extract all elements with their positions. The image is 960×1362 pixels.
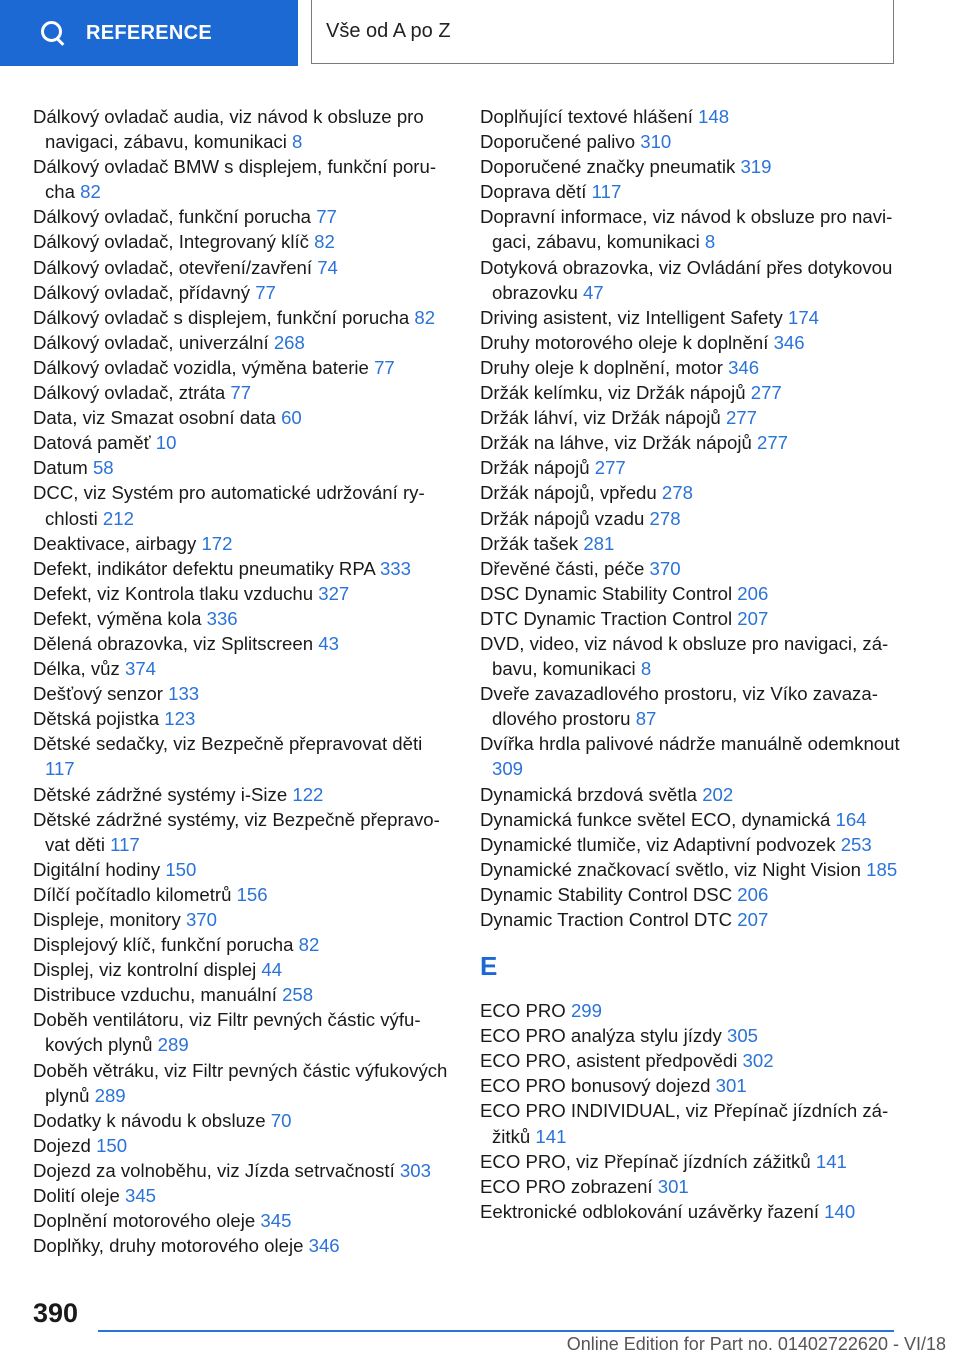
entry-text: ECO PRO bonusový dojezd (480, 1075, 711, 1097)
entry-text: Druhy motorového oleje k doplnění (480, 331, 769, 353)
page-reference-link[interactable]: 74 (317, 256, 338, 278)
entry-text: Dětská pojistka (33, 708, 160, 730)
index-entry (480, 330, 902, 355)
index-entry (480, 179, 902, 204)
page-reference-link[interactable]: 309 (492, 758, 524, 780)
index-entry (33, 405, 455, 430)
page-reference-link[interactable]: 345 (260, 1210, 292, 1232)
page-reference-link[interactable]: 346 (773, 331, 805, 353)
index-entry (33, 606, 455, 631)
page-reference-link[interactable]: 253 (840, 833, 872, 855)
entry-text: Držák nápojů, vpředu (480, 482, 657, 504)
page-reference-link[interactable]: 82 (298, 934, 320, 956)
index-entry (480, 154, 902, 179)
index-entry (480, 731, 902, 781)
footer-divider (98, 1330, 894, 1332)
entry-text: Dětské sedačky, viz Bezpečně přepravovat děti (33, 733, 423, 755)
page-reference-link[interactable]: 70 (270, 1109, 292, 1131)
page-reference-link[interactable]: 268 (273, 331, 305, 353)
page-reference-link[interactable]: 206 (737, 883, 769, 905)
index-entry (480, 581, 902, 606)
entry-text: Držák láhví, viz Držák nápojů (480, 407, 721, 429)
index-entry (33, 380, 455, 405)
search-icon (40, 20, 66, 46)
page-reference-link[interactable]: 82 (414, 306, 436, 328)
index-entry (33, 681, 455, 706)
page-reference-link[interactable]: 117 (591, 181, 622, 203)
index-entry (480, 255, 902, 305)
entry-text: Držák nápojů (480, 457, 590, 479)
index-entry (33, 782, 455, 807)
index-entry (33, 1058, 455, 1108)
index-entry (33, 1183, 455, 1208)
entry-text: Dotyková obrazovka, viz Ovládání přes dotykovou obrazovku (480, 256, 893, 303)
page-reference-link[interactable]: 141 (815, 1150, 847, 1172)
page-reference-link[interactable]: 82 (314, 231, 335, 253)
entry-text: Doplňky, druhy motorového oleje (33, 1235, 304, 1257)
index-entry (33, 656, 455, 681)
page-number: 390 (33, 1298, 79, 1328)
page-reference-link[interactable]: 87 (635, 708, 657, 730)
index-entry (33, 982, 455, 1007)
entry-text: DVD, video, viz návod k obsluze pro navigaci, zábavu, komunikaci (480, 632, 889, 680)
page-reference-link[interactable]: 117 (45, 758, 75, 780)
index-entry (480, 305, 902, 330)
entry-text: Doplnění motorového oleje (33, 1210, 256, 1232)
index-entry (33, 556, 455, 581)
index-entry (33, 280, 455, 305)
index-entry (480, 1199, 902, 1224)
entry-text: Dveře zavazadlového prostoru, viz Víko zavazadlového prostoru (480, 683, 878, 730)
page-reference-link[interactable]: 345 (125, 1185, 157, 1207)
index-entry (33, 104, 455, 154)
entry-text: Defekt, výměna kola (33, 607, 202, 629)
entry-text: Displej, viz kontrolní displej (33, 959, 257, 981)
index-entry (33, 807, 455, 857)
index-entry (480, 531, 902, 556)
entry-text: Držák na láhve, viz Držák nápojů (480, 432, 752, 454)
index-entry (480, 998, 902, 1023)
page-reference-link[interactable]: 370 (649, 557, 681, 579)
entry-text: Dynamické značkovací světlo, viz Night Vision (480, 858, 861, 880)
entry-text: Dopravní informace, viz návod k obsluze pro navigaci, zábavu, komunikaci (480, 206, 893, 253)
index-entry (33, 1007, 455, 1057)
entry-text: Dálkový ovladač audia, viz návod k obsluze pro navigaci, zábavu, komunikaci (33, 106, 424, 153)
entry-text: Digitální hodiny (33, 858, 161, 880)
page-reference-link[interactable]: 289 (94, 1084, 126, 1106)
index-entry (480, 1149, 902, 1174)
index-entry (33, 957, 455, 982)
entry-text: Dodatky k návodu k obsluze (33, 1109, 266, 1131)
reference-label: REFERENCE (86, 21, 213, 44)
index-entry (480, 807, 902, 832)
entry-text: Driving asistent, viz Intelligent Safety (480, 306, 783, 328)
entry-text: Doběh ventilátoru, viz Filtr pevných částic výfukových plynů (33, 1009, 421, 1056)
page-reference-link[interactable]: 277 (725, 407, 757, 429)
entry-text: Defekt, viz Kontrola tlaku vzduchu (33, 582, 314, 604)
index-entry (480, 1073, 902, 1098)
index-entry (480, 455, 902, 480)
page-reference-link[interactable]: 8 (640, 658, 652, 680)
page-reference-link[interactable]: 333 (379, 557, 411, 579)
entry-text: Dálkový ovladač, otevření/zavření (33, 256, 313, 278)
page-reference-link[interactable]: 58 (92, 457, 114, 479)
page-reference-link[interactable]: 123 (164, 708, 196, 730)
entry-text: Dřevěné části, péče (480, 557, 645, 579)
page-reference-link[interactable]: 302 (742, 1050, 774, 1072)
entry-text: Data, viz Smazat osobní data (33, 407, 276, 429)
entry-text: Doporučené palivo (480, 131, 636, 153)
page-reference-link[interactable]: 77 (374, 356, 395, 378)
entry-text: ECO PRO (480, 1000, 566, 1022)
page-reference-link[interactable]: 148 (698, 106, 730, 127)
index-entry (480, 430, 902, 455)
entry-text: Dělená obrazovka, viz Splitscreen (33, 632, 314, 654)
entry-text: Dálkový ovladač, ztráta (33, 382, 226, 404)
entry-text: Distribuce vzduchu, manuální (33, 984, 277, 1006)
page-reference-link[interactable]: 299 (570, 1000, 602, 1022)
index-entry (480, 857, 902, 882)
index-entry (33, 706, 455, 731)
page-reference-link[interactable]: 47 (582, 281, 604, 303)
entry-text: Druhy oleje k doplnění, motor (480, 356, 723, 378)
section-title: Vše od A po Z (311, 0, 894, 64)
index-entry (480, 832, 902, 857)
index-entry (33, 204, 455, 229)
page-reference-link[interactable]: 10 (155, 432, 177, 454)
index-entry (480, 104, 902, 129)
page-reference-link[interactable]: 301 (715, 1075, 747, 1097)
page-reference-link[interactable]: 336 (206, 607, 238, 629)
page-reference-link[interactable]: 44 (261, 959, 283, 981)
index-entry (33, 1108, 455, 1133)
index-entry (480, 204, 902, 254)
entry-text: DSC Dynamic Stability Control (480, 582, 733, 604)
index-entry (480, 506, 902, 531)
page-reference-link[interactable]: 319 (740, 156, 772, 178)
index-entry (33, 731, 455, 781)
entry-text: Doprava dětí (480, 181, 587, 203)
page-reference-link[interactable]: 303 (399, 1159, 431, 1181)
index-entry (480, 380, 902, 405)
entry-text: Držák nápojů vzadu (480, 507, 645, 529)
entry-text: ECO PRO, asistent předpovědi (480, 1050, 738, 1072)
entry-text: Datová paměť (33, 432, 151, 454)
entry-text: Eektronické odblokování uzávěrky řazení (480, 1200, 819, 1222)
index-entry (33, 1208, 455, 1233)
entry-text: Doplňující textové hlášení (480, 106, 693, 127)
page-reference-link[interactable]: 60 (281, 407, 302, 429)
page-reference-link[interactable]: 133 (168, 683, 200, 705)
page-reference-link[interactable]: 77 (316, 206, 337, 228)
entry-text: ECO PRO zobrazení (480, 1175, 653, 1197)
letter-heading: E (480, 951, 498, 982)
index-entry (480, 480, 902, 505)
edition-info: Online Edition for Part no. 01402722620 - VI/18 (566, 1334, 946, 1354)
page-reference-link[interactable]: 305 (726, 1025, 759, 1047)
page-reference-link[interactable]: 278 (661, 482, 693, 504)
page-reference-link[interactable]: 150 (165, 858, 197, 880)
entry-text: Dynamic Traction Control DTC (480, 909, 733, 930)
entry-text: Dešťový senzor (33, 683, 163, 705)
entry-text: Displeje, monitory (33, 909, 181, 930)
page-reference-link[interactable]: 310 (640, 131, 672, 153)
page-reference-link[interactable]: 258 (282, 984, 314, 1006)
entry-text: Doběh větráku, viz Filtr pevných částic výfukových plynů (33, 1059, 448, 1106)
index-entry (480, 1098, 902, 1148)
page-reference-link[interactable]: 117 (110, 833, 140, 855)
index-entry (33, 154, 455, 204)
entry-text: DCC, viz Systém pro automatické udržování rychlosti (33, 482, 425, 529)
entry-text: Dětské zádržné systémy i-Size (33, 783, 288, 805)
index-entry (33, 330, 455, 355)
page-reference-link[interactable]: 8 (704, 231, 716, 253)
entry-text: Dálkový ovladač BMW s displejem, funkční porucha (33, 156, 437, 203)
entry-text: Dvířka hrdla palivové nádrže manuálně odemknout (480, 733, 900, 755)
index-entry (33, 531, 455, 556)
index-entry (480, 1023, 902, 1048)
index-entry (480, 1174, 902, 1199)
page-reference-link[interactable]: 43 (318, 632, 339, 654)
entry-text: Defekt, indikátor defektu pneumatiky RPA (33, 557, 375, 579)
index-entry (33, 857, 455, 882)
entry-text: ECO PRO analýza stylu jízdy (480, 1025, 722, 1047)
page-reference-link[interactable]: 172 (201, 532, 233, 554)
index-entry (33, 1158, 455, 1183)
index-entry (480, 556, 902, 581)
index-entry (480, 405, 902, 430)
entry-text: Dynamické tlumiče, viz Adaptivní podvozek (480, 833, 836, 855)
page-reference-link[interactable]: 82 (80, 181, 101, 203)
entry-text: Držák tašek (480, 532, 579, 554)
index-entry (480, 681, 902, 731)
entry-text: ECO PRO, viz Přepínač jízdních zážitků (480, 1150, 811, 1172)
page-reference-link[interactable]: 150 (96, 1134, 128, 1156)
index-entry (33, 581, 455, 606)
index-entry (33, 355, 455, 380)
entry-text: Deaktivace, airbagy (33, 532, 197, 554)
index-entry (480, 782, 902, 807)
page-reference-link[interactable]: 206 (737, 582, 769, 604)
page-reference-link[interactable]: 289 (157, 1034, 189, 1056)
entry-text: Doporučené značky pneumatik (480, 156, 736, 178)
entry-text: Displejový klíč, funkční porucha (33, 934, 294, 956)
page-reference-link[interactable]: 8 (292, 131, 303, 153)
index-entry (33, 430, 455, 455)
page-reference-link[interactable]: 207 (737, 909, 769, 930)
index-entry (33, 631, 455, 656)
page-reference-link[interactable]: 212 (102, 507, 134, 529)
entry-text: Dětské zádržné systémy, viz Bezpečně přepravovat děti (33, 808, 440, 855)
index-column-left (33, 104, 455, 1258)
index-column-right (480, 104, 902, 1224)
index-entry (33, 480, 455, 530)
entry-text: Dálkový ovladač, přídavný (33, 281, 251, 303)
reference-tab[interactable] (0, 0, 298, 66)
index-entry (33, 1233, 455, 1258)
entry-text: Držák kelímku, viz Držák nápojů (480, 382, 746, 404)
index-entry (480, 631, 902, 681)
index-entry (33, 229, 455, 254)
entry-text: Dojezd (33, 1134, 91, 1156)
entry-text: Dálkový ovladač, Integrovaný klíč (33, 231, 309, 253)
entry-text: Dynamická funkce světel ECO, dynamická (480, 808, 831, 830)
page-reference-link[interactable]: 141 (535, 1125, 567, 1147)
index-entry (33, 907, 455, 932)
page-reference-link[interactable]: 185 (866, 858, 898, 880)
entry-text: Dojezd za volnoběhu, viz Jízda setrvačností (33, 1159, 395, 1181)
page-reference-link[interactable]: 370 (185, 909, 217, 930)
entry-text: Délka, vůz (33, 658, 120, 680)
index-entry (33, 932, 455, 957)
page-reference-link[interactable]: 346 (308, 1235, 340, 1257)
index-entry (33, 882, 455, 907)
page-reference-link[interactable]: 202 (702, 783, 734, 805)
index-entry (33, 1133, 455, 1158)
entry-text: Dálkový ovladač, funkční porucha (33, 206, 312, 228)
page-reference-link[interactable]: 327 (318, 582, 350, 604)
index-entry (480, 882, 902, 907)
index-entry (33, 455, 455, 480)
page-reference-link[interactable]: 156 (236, 883, 268, 905)
index-entry (480, 606, 902, 631)
entry-text: Dálkový ovladač, univerzální (33, 331, 269, 353)
page-reference-link[interactable]: 374 (124, 658, 157, 680)
page-reference-link[interactable]: 277 (756, 432, 789, 454)
entry-text: Datum (33, 457, 88, 479)
entry-text: Dálkový ovladač s displejem, funkční porucha (33, 306, 410, 328)
page-reference-link[interactable]: 207 (737, 607, 769, 629)
page-reference-link[interactable]: 77 (230, 382, 252, 404)
index-entry (480, 355, 902, 380)
page-reference-link[interactable]: 301 (657, 1175, 689, 1197)
page-reference-link[interactable]: 77 (255, 281, 276, 303)
page-reference-link[interactable]: 164 (835, 808, 867, 830)
index-entry (480, 907, 902, 932)
page-reference-link[interactable]: 277 (750, 382, 782, 404)
page-reference-link[interactable]: 122 (292, 783, 324, 805)
page-reference-link[interactable]: 140 (824, 1200, 856, 1222)
page-reference-link[interactable]: 281 (583, 532, 615, 554)
page-reference-link[interactable]: 174 (787, 306, 820, 328)
index-entry (33, 305, 455, 330)
entry-text: Dílčí počítadlo kilometrů (33, 883, 232, 905)
index-entry (480, 129, 902, 154)
index-entry (33, 255, 455, 280)
entry-text: Dynamic Stability Control DSC (480, 883, 733, 905)
page-reference-link[interactable]: 277 (594, 457, 626, 479)
entry-text: ECO PRO INDIVIDUAL, viz Přepínač jízdních zážitků (480, 1100, 889, 1147)
entry-text: Dolití oleje (33, 1185, 120, 1207)
entry-text: DTC Dynamic Traction Control (480, 607, 733, 629)
page-reference-link[interactable]: 278 (649, 507, 681, 529)
entry-text: Dynamická brzdová světla (480, 783, 698, 805)
page-reference-link[interactable]: 346 (728, 356, 760, 378)
index-entry (480, 1048, 902, 1073)
entry-text: Dálkový ovladač vozidla, výměna baterie (33, 356, 369, 378)
